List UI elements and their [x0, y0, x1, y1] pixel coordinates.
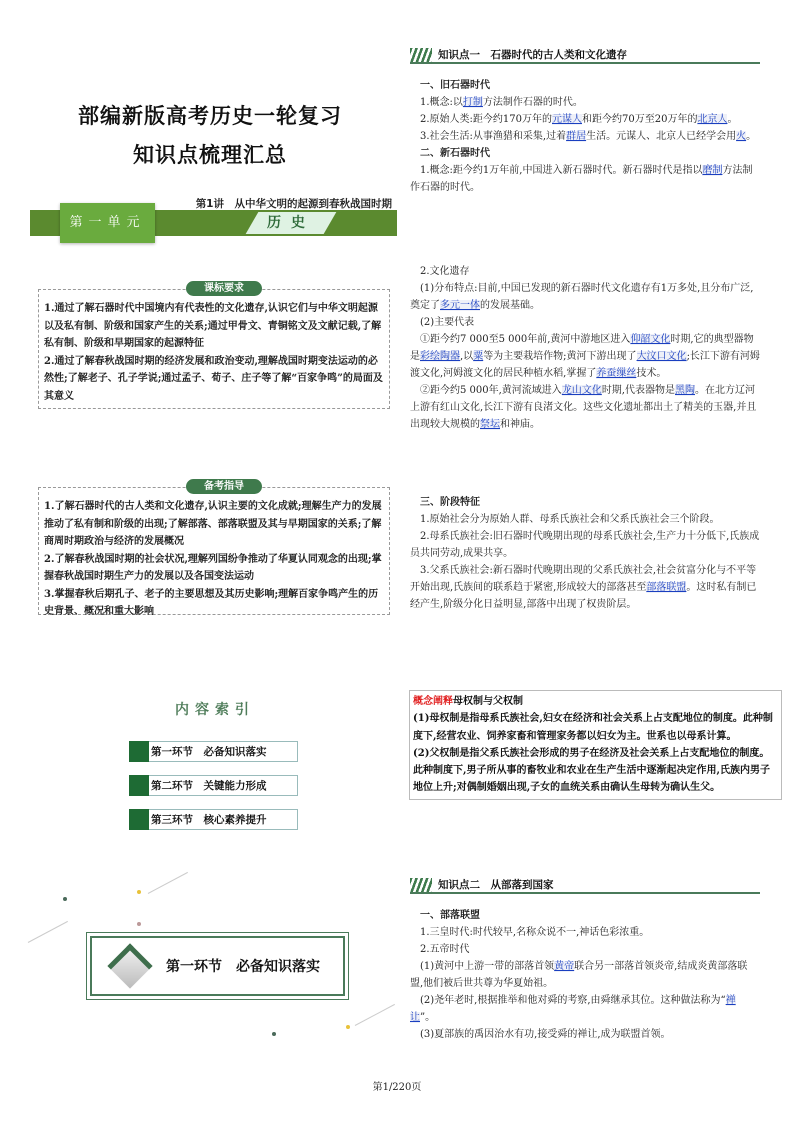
text-span: 1.概念:距今约1万年前,中国进入新石器时代。新石器时代是指以 [420, 165, 703, 176]
paragraph [410, 314, 760, 331]
section-heading [410, 907, 760, 924]
decor-dot [137, 922, 141, 926]
keyword-link[interactable]: 火 [736, 131, 747, 142]
text-span: (2)主要代表 [420, 317, 475, 328]
text-span: 3.社会生活:从事渔猎和采集,过着 [420, 131, 567, 142]
page-number: 第1/220页 [372, 1082, 422, 1093]
guidance-label: 备考指导 [186, 479, 262, 494]
index-marker [129, 741, 149, 762]
text-span: 三、阶段特征 [420, 497, 480, 508]
keyword-link[interactable]: 打制 [462, 97, 483, 108]
index-item-3[interactable] [129, 809, 298, 830]
requirements-label: 课标要求 [186, 281, 262, 296]
text-span: 一、旧石器时代 [420, 80, 490, 91]
paragraph [410, 992, 760, 1026]
keyword-link[interactable]: 龙山文化 [561, 385, 602, 396]
guidance-box [38, 487, 390, 615]
text-span: ”。 [420, 1012, 436, 1023]
text-span: ,以 [460, 351, 474, 362]
paragraph [410, 562, 760, 613]
concept-item: (2)父权制是指父系氏族社会形成的男子在经济及社会关系上占支配地位的制度。此种制度下,男子所从事的畜牧业和农业在生产生活中逐渐起决定作用,氏族内男子地位上升;对偶制婚姻出现,子女的血统关系由确认生母转为确认生父。 [413, 747, 770, 794]
text-span: 和神庙。 [500, 419, 540, 430]
text-span: 方法制作石器的时代。 [410, 165, 753, 193]
text-span: 生活。元谋人、北京人已经学会用 [586, 131, 737, 142]
decor-line [148, 872, 188, 894]
text-span: 时期,它的典型器物是 [410, 334, 754, 362]
index-item-2[interactable] [129, 775, 298, 796]
keyword-link[interactable]: 粟 [473, 351, 484, 362]
guidance-item: 2.了解春秋战国时期的社会状况,理解列国纷争推动了华夏认同观念的出现;掌握春秋战国时期生产力的发展以及各国变法运动 [44, 553, 382, 582]
text-span: (1)分布特点:目前,中国已发现的新石器时代文化遗存有1万多处,且分布广泛,奠定了 [410, 283, 754, 311]
paragraph [410, 128, 760, 145]
paragraph [410, 511, 760, 528]
index-marker [129, 775, 149, 796]
decor-line [355, 1004, 395, 1026]
diamond-icon [107, 943, 152, 988]
kp1-header [410, 48, 760, 64]
text-span: 时期,代表器物是 [601, 385, 675, 396]
text-span: 联合另一部落首领炎帝,结成炎黄部落联盟,他们被后世共尊为华夏始祖。 [410, 961, 748, 989]
subject-tag: 历史 [267, 215, 315, 231]
text-span: 1.三皇时代:时代较早,名称众说不一,神话色彩浓重。 [420, 927, 650, 938]
kp2-header [410, 878, 760, 894]
decor-line [28, 921, 68, 943]
concept-tag: 概念阐释 [413, 696, 453, 707]
text-span: 一、部落联盟 [420, 910, 480, 921]
section-heading [410, 145, 760, 162]
concept-box [409, 690, 782, 800]
text-span: 1.概念:以 [420, 97, 463, 108]
keyword-link[interactable]: 大汶口文化 [636, 351, 687, 362]
text-span: 1.原始社会分为原始人群、母系氏族社会和父系氏族社会三个阶段。 [420, 514, 720, 525]
text-span: 。在北方辽河上游有红山文化,长江下游有良渚文化。这些文化遗址都出土了精美的玉器,并且出现较大规模的 [410, 385, 757, 430]
text-span: ①距今约7 000至5 000年前,黄河中游地区进入 [420, 334, 631, 345]
text-span: 方法制作石器的时代。 [482, 97, 583, 108]
text-span: 2.原始人类:距今约170万年的 [420, 114, 552, 125]
paragraph [410, 941, 760, 958]
keyword-link[interactable]: 元谋人 [552, 114, 582, 125]
kp2-block-a [410, 907, 760, 1043]
keyword-link[interactable]: 仰韶文化 [630, 334, 671, 345]
text-span: (2)尧年老时,根据推举和他对舜的考察,由舜继承其位。这种做法称为“ [420, 995, 726, 1006]
decor-dot [137, 890, 141, 894]
kp1-title: 知识点一 石器时代的古人类和文化遗存 [438, 49, 627, 61]
paragraph [410, 111, 760, 128]
text-span: (1)黄河中上游一带的部落首领 [420, 961, 555, 972]
stripes-icon [410, 878, 432, 892]
keyword-link[interactable]: 群居 [566, 131, 587, 142]
text-span: 。这时私有制已经产生,阶级分化日益明显,部落中出现了权贵阶层。 [410, 582, 757, 610]
document-title-line2: 知识点梳理汇总 [133, 143, 287, 167]
paragraph [410, 924, 760, 941]
kp1-block-b [410, 263, 760, 433]
kp1-block-c [410, 494, 760, 613]
section-banner [86, 932, 349, 1000]
concept-item: (1)母权制是指母系氏族社会,妇女在经济和社会关系上占支配地位的制度。此种制度下,经营农业、饲养家畜和管理家务都以妇女为主。世系也以母系计算。 [413, 713, 773, 742]
keyword-link[interactable]: 北京人 [697, 114, 728, 125]
paragraph [410, 958, 760, 992]
keyword-link[interactable]: 禅让 [410, 995, 736, 1023]
decor-dot [63, 897, 67, 901]
paragraph [410, 280, 760, 314]
text-span: 的发展基础。 [480, 300, 540, 311]
unit-label: 第一单元 [60, 203, 155, 243]
index-item-label: 第二环节 关键能力形成 [151, 780, 267, 792]
text-span: 3.父系氏族社会:新石器时代晚期出现的父系氏族社会,社会贫富分化与不平等开始出现,氏族间的联系趋于紧密,形成较大的部落甚至 [410, 565, 757, 593]
keyword-link[interactable]: 多元一体 [440, 300, 480, 311]
keyword-link[interactable]: 磨制 [702, 165, 723, 176]
index-marker [129, 809, 149, 830]
text-span: 等为主要栽培作物;黄河下游出现了 [483, 351, 637, 362]
paragraph [410, 382, 760, 433]
decor-dot [272, 1032, 276, 1036]
document-title-line1: 部编新版高考历史一轮复习 [78, 104, 342, 128]
paragraph [410, 528, 760, 562]
keyword-link[interactable]: 部落联盟 [646, 582, 687, 593]
text-span: 2.五帝时代 [420, 944, 470, 955]
lesson-title: 第1讲 从中华文明的起源到春秋战国时期 [195, 198, 392, 210]
text-span: 和距今约70万至20万年的 [582, 114, 698, 125]
kp2-title: 知识点二 从部落到国家 [438, 879, 554, 891]
text-span: 2.文化遗存 [420, 266, 470, 277]
keyword-link[interactable]: 养蚕缫丝 [596, 368, 637, 379]
requirement-item: 2.通过了解春秋战国时期的经济发展和政治变动,理解战国时期变法运动的必然性;了解老子、孔子学说;通过孟子、荀子、庄子等了解“百家争鸣”的局面及其意义 [44, 355, 383, 402]
guidance-item: 3.掌握春秋后期孔子、老子的主要思想及其历史影响;理解百家争鸣产生的历史背景、概况和重大影响 [44, 588, 379, 617]
concept-title: 母权制与父权制 [453, 696, 523, 707]
requirement-item: 1.通过了解石器时代中国境内有代表性的文化遗存,认识它们与中华文明起源以及私有制、阶级和国家产生的关系;通过甲骨文、青铜铭文及文献记载,了解私有制、阶级和早期国家的起源特征 [44, 303, 382, 349]
text-span: 二、新石器时代 [420, 148, 490, 159]
index-item-1[interactable] [129, 741, 298, 762]
paragraph [410, 331, 760, 382]
text-span: ②距今约5 000年,黄河流域进入 [420, 385, 562, 396]
stripes-icon [410, 48, 432, 62]
guidance-item: 1.了解石器时代的古人类和文化遗存,认识主要的文化成就;理解生产力的发展推动了私有制和阶级的出现;了解部落、部落联盟及其与早期国家的关系;了解商周时期政治与经济的发展概况 [44, 501, 382, 547]
paragraph [410, 94, 760, 111]
keyword-link[interactable]: 黄帝 [554, 961, 575, 972]
keyword-link[interactable]: 祭坛 [480, 419, 500, 430]
paragraph [410, 263, 760, 280]
text-span: 。 [746, 131, 757, 142]
text-span: (3)夏部族的禹因治水有功,接受舜的禅让,成为联盟首领。 [420, 1029, 671, 1040]
paragraph [410, 1026, 760, 1043]
text-span: 技术。 [636, 368, 667, 379]
paragraph [410, 162, 760, 196]
keyword-link[interactable]: 黑陶 [675, 385, 695, 396]
text-span: 2.母系氏族社会:旧石器时代晚期出现的母系氏族社会,生产力十分低下,氏族成员共同劳动,成果共享。 [410, 531, 760, 559]
section-banner-title: 第一环节 必备知识落实 [166, 959, 320, 975]
text-span: 。 [727, 114, 738, 125]
text-span: ;长江下游有河姆渡文化,河姆渡文化的居民种植水稻,掌握了 [410, 351, 760, 379]
index-title: 内容索引 [175, 702, 255, 718]
requirements-box [38, 289, 390, 409]
index-item-label: 第三环节 核心素养提升 [151, 814, 267, 826]
index-item-label: 第一环节 必备知识落实 [151, 746, 267, 758]
section-heading [410, 77, 760, 94]
section-heading [410, 494, 760, 511]
kp1-block-a [410, 77, 760, 196]
decor-dot [346, 1025, 350, 1029]
keyword-link[interactable]: 彩绘陶器 [420, 351, 460, 362]
